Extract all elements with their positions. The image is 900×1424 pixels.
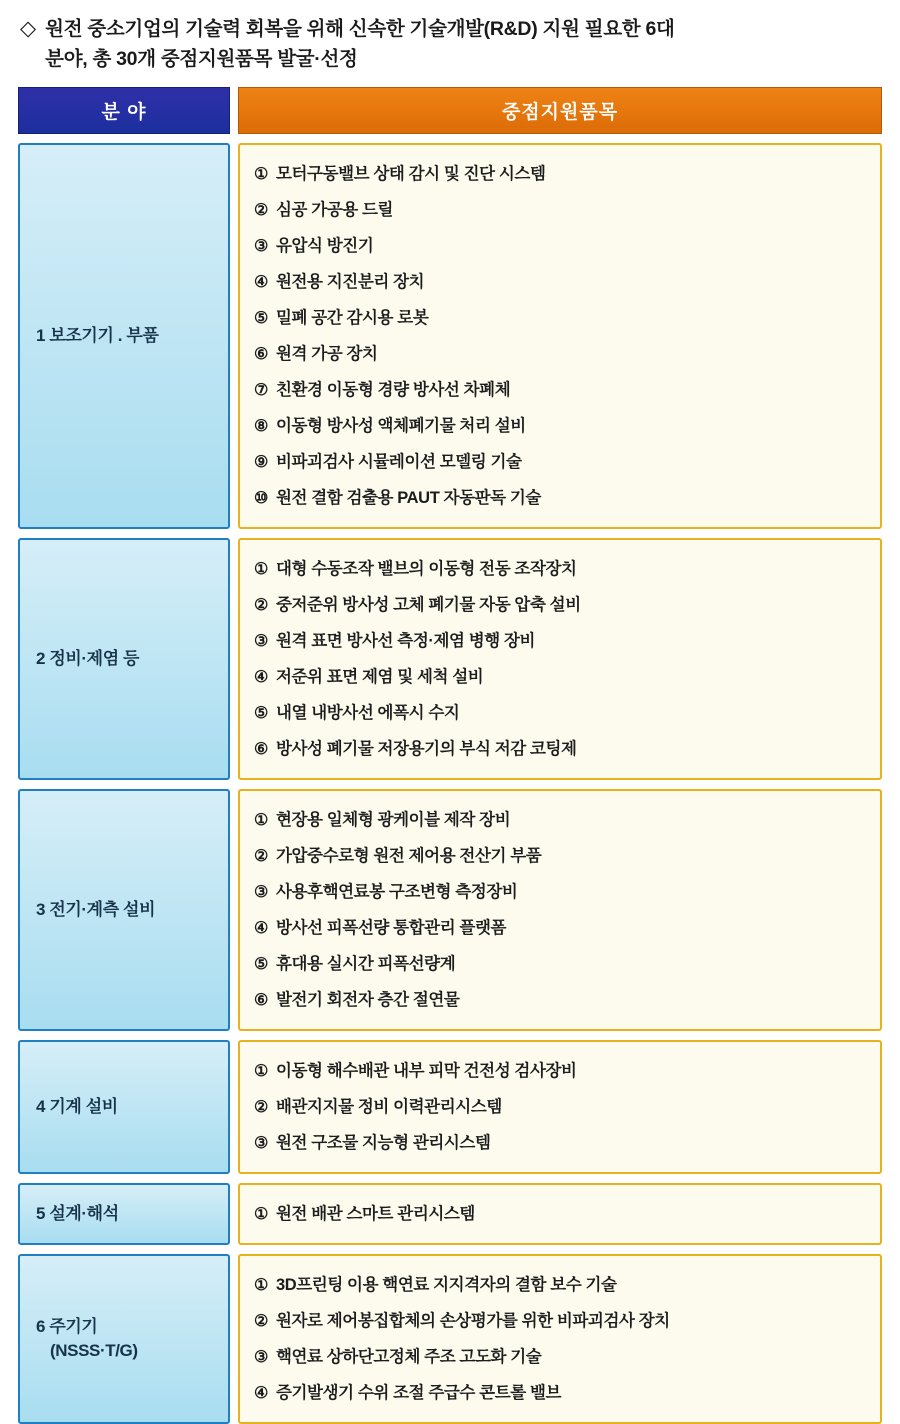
list-item-numeral: ② [254,847,268,865]
list-item-numeral: ⑤ [254,309,268,327]
list-item-numeral: ④ [254,273,268,291]
list-item [254,480,866,516]
list-item-label: 모터구동밸브 상태 감시 및 진단 시스템 [275,164,546,183]
list-item-label: 원격 가공 장치 [275,344,378,363]
list-item-numeral: ⑨ [254,453,268,471]
row-items-cell [238,789,882,1031]
list-item [254,623,866,659]
list-item [254,1089,866,1125]
list-item-numeral: ③ [254,883,268,901]
list-item-label: 친환경 이동형 경량 방사선 차폐체 [275,380,511,399]
list-item [254,874,866,910]
list-item [254,946,866,982]
list-item-label: 이동형 방사성 액체폐기물 처리 설비 [275,416,526,435]
list-item-numeral: ⑥ [254,991,268,1009]
list-item-label: 원격 표면 방사선 측정·제염 병행 장비 [275,631,536,650]
row-items-cell [238,143,882,529]
list-item-label: 원전 결함 검출용 PAUT 자동판독 기술 [275,488,541,507]
row-items-cell [238,1040,882,1174]
list-item [254,336,866,372]
list-item [254,1303,866,1339]
list-item-label: 저준위 표면 제염 및 세척 설비 [275,667,484,686]
list-item-label: 심공 가공용 드릴 [275,200,394,219]
row-field-cell [18,143,230,529]
list-item-label: 내열 내방사선 에폭시 수지 [275,703,460,722]
row-field-label: 3 전기·계측 설비 [36,900,156,920]
row-field-label: 1 보조기기 . 부품 [36,326,159,346]
table-row [18,538,882,780]
list-item-numeral: ⑩ [254,489,268,507]
row-items-cell [238,1183,882,1245]
list-item [254,156,866,192]
list-item-label: 대형 수동조작 밸브의 이동형 전동 조작장치 [275,559,577,578]
list-item-numeral: ② [254,201,268,219]
list-item-label: 발전기 회전자 층간 절연물 [275,990,460,1009]
list-item-numeral: ① [254,165,268,183]
list-item-label: 휴대용 실시간 피폭선량계 [275,954,456,973]
row-field-label: 5 설계·해석 [36,1204,119,1224]
list-item-label: 원전 배관 스마트 관리시스템 [275,1204,475,1223]
list-item [254,695,866,731]
row-field-cell [18,789,230,1031]
support-items-table [18,87,882,1424]
list-item-numeral: ③ [254,632,268,650]
row-field-sublabel: (NSSS·T/G) [50,1341,138,1361]
table-row [18,789,882,1031]
list-item [254,1196,866,1232]
list-item [254,1053,866,1089]
list-item-numeral: ④ [254,1384,268,1402]
list-item-label: 중저준위 방사성 고체 폐기물 자동 압축 설비 [275,595,581,614]
list-item [254,659,866,695]
column-header-field: 분 야 [18,87,230,134]
list-item-label: 가압중수로형 원전 제어용 전산기 부품 [275,846,542,865]
row-field-label: 4 기계 설비 [36,1097,118,1117]
list-item-numeral: ① [254,1205,268,1223]
list-item-numeral: ① [254,811,268,829]
list-item [254,264,866,300]
list-item-numeral: ③ [254,1348,268,1366]
list-item [254,444,866,480]
list-item-numeral: ① [254,1276,268,1294]
row-field-cell [18,1254,230,1424]
table-row [18,1183,882,1245]
list-item-label: 3D프린팅 이용 핵연료 지지격자의 결함 보수 기술 [275,1275,617,1294]
list-item-label: 사용후핵연료봉 구조변형 측정장비 [275,882,518,901]
table-header-row [18,87,882,134]
heading-text [45,14,674,74]
table-row [18,1040,882,1174]
list-item-label: 증기발생기 수위 조절 주급수 콘트롤 밸브 [275,1383,562,1402]
list-item [254,228,866,264]
list-item-numeral: ⑦ [254,381,268,399]
list-item [254,910,866,946]
list-item [254,1267,866,1303]
page-title [18,14,882,74]
list-item-numeral: ④ [254,668,268,686]
list-item-label: 유압식 방진기 [275,236,374,255]
list-item [254,1125,866,1161]
list-item [254,731,866,767]
list-item [254,587,866,623]
row-field-label: 2 정비·제염 등 [36,649,140,669]
list-item-numeral: ② [254,1098,268,1116]
list-item-numeral: ① [254,1062,268,1080]
list-item [254,372,866,408]
list-item [254,1375,866,1411]
list-item-numeral: ⑧ [254,417,268,435]
list-item-label: 현장용 일체형 광케이블 제작 장비 [275,810,511,829]
list-item-numeral: ② [254,1312,268,1330]
list-item-numeral: ③ [254,237,268,255]
list-item [254,1339,866,1375]
list-item-numeral: ① [254,560,268,578]
list-item [254,551,866,587]
diamond-bullet-icon: ◇ [20,17,37,40]
list-item-numeral: ② [254,596,268,614]
row-items-cell [238,1254,882,1424]
list-item-label: 핵연료 상하단고정체 주조 고도화 기술 [275,1347,542,1366]
list-item [254,802,866,838]
table-row [18,1254,882,1424]
list-item-numeral: ⑥ [254,740,268,758]
row-field-label: 6 주기기 [36,1316,98,1336]
heading-line-1: 원전 중소기업의 기술력 회복을 위해 신속한 기술개발(R&D) 지원 필요한 6대 [45,18,675,40]
table-row [18,143,882,529]
list-item [254,300,866,336]
list-item-numeral: ④ [254,919,268,937]
row-field-cell [18,538,230,780]
list-item-label: 밀폐 공간 감시용 로봇 [275,308,429,327]
list-item [254,192,866,228]
row-field-cell [18,1183,230,1245]
list-item-label: 원전용 지진분리 장치 [275,272,425,291]
list-item-numeral: ⑤ [254,704,268,722]
list-item-label: 원자로 제어봉집합체의 손상평가를 위한 비파괴검사 장치 [275,1311,670,1330]
list-item [254,982,866,1018]
list-item-label: 방사성 폐기물 저장용기의 부식 저감 코팅제 [275,739,577,758]
list-item [254,838,866,874]
list-item-label: 원전 구조물 지능형 관리시스템 [275,1133,491,1152]
list-item-label: 비파괴검사 시뮬레이션 모델링 기술 [275,452,522,471]
list-item-label: 이동형 해수배관 내부 피막 건전성 검사장비 [275,1061,577,1080]
column-header-items: 중점지원품목 [238,87,882,134]
row-field-cell [18,1040,230,1174]
list-item-label: 배관지지물 정비 이력관리시스템 [275,1097,502,1116]
row-items-cell [238,538,882,780]
list-item-numeral: ③ [254,1134,268,1152]
list-item-numeral: ⑤ [254,955,268,973]
heading-line-2: 분야, 총 30개 중점지원품목 발굴·선정 [45,48,358,71]
list-item-label: 방사선 피폭선량 통합관리 플랫폼 [275,918,507,937]
list-item [254,408,866,444]
table-body [18,143,882,1424]
list-item-numeral: ⑥ [254,345,268,363]
